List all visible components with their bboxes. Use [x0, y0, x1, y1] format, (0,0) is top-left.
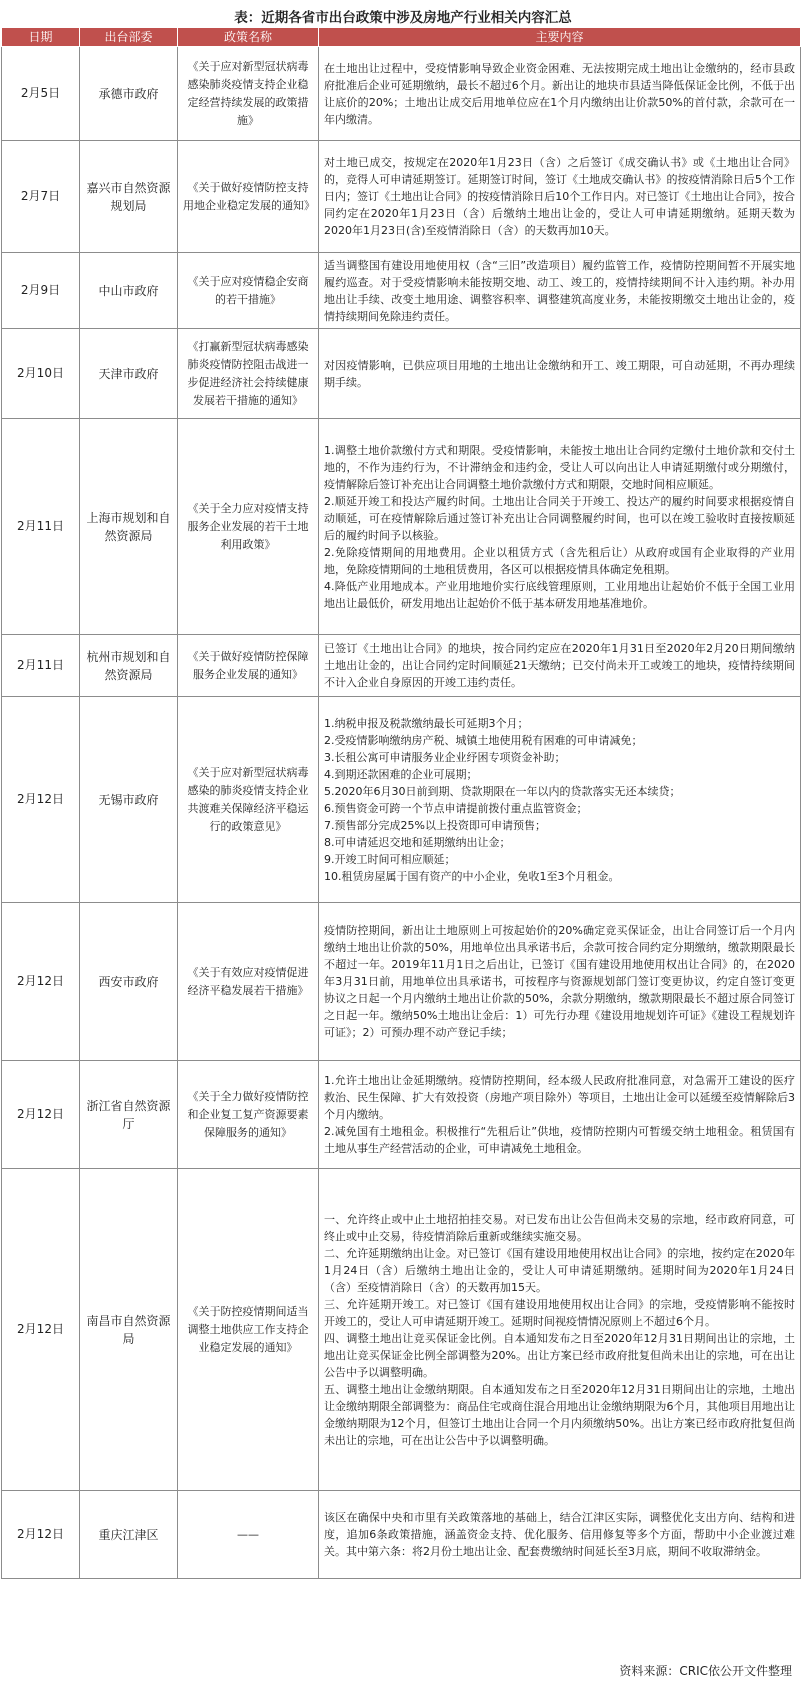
cell-policy-name: 《关于做好疫情防控保障服务企业发展的通知》 — [178, 635, 319, 697]
cell-dept: 天津市政府 — [80, 329, 178, 419]
content-line: 8.可申请延迟交地和延期缴纳出让金； — [324, 835, 511, 849]
content-line: 五、调整土地出让金缴纳期限。自本通知发布之日至2020年12月31日期间出让的宗地，土地出让金缴纳期限全部调整为：商品住宅或商住混合用地出让金缴纳期限为6个月，其他项目用地出让金缴纳期限为12个月，但签订土地出让合同一个月内须缴纳50%。出让方案已经市政府批复但尚未出让的宗地，可在出让公告中予以调整明确。 — [324, 1382, 795, 1447]
cell-dept: 嘉兴市自然资源规划局 — [80, 141, 178, 253]
cell-dept: 上海市规划和自然资源局 — [80, 419, 178, 635]
content-line: 已签订《土地出让合同》的地块，按合同约定应在2020年1月31日至2020年2月20日期间缴纳土地出让金的，出让合同约定时间顺延21天缴纳；已交付尚未开工或竣工的地块，疫情持续期间不计入企业自身原因的开竣工违约责任。 — [324, 642, 795, 689]
content-line: 2.减免国有土地租金。积极推行“先租后让”供地，疫情防控期内可暂缓交纳土地租金。租赁国有土地从事生产经营活动的企业，可申请减免土地租金。 — [324, 1125, 795, 1155]
cell-date: 2月12日 — [2, 1169, 80, 1491]
cell-date: 2月12日 — [2, 697, 80, 903]
content-line: 6.预售资金可跨一个节点申请提前拨付重点监管资金； — [324, 801, 588, 815]
content-line: 2.受疫情影响缴纳房产税、城镇土地使用税有困难的可申请减免； — [324, 733, 643, 747]
cell-dept: 西安市政府 — [80, 903, 178, 1061]
content-line: 对土地已成交，按规定在2020年1月23日（含）之后签订《成交确认书》或《土地出让合同》的，竞得人可申请延期签订。延期签订时间，签订《土地成交确认书》的按疫情消除日后5个工作日内；签订《土地出让合同》的按疫情消除日后10个工作日内。对已签订《土地出让合同》，按合同约定在2020年1月23日（含）后缴纳土地出让金的，受让人可申请延期缴纳。延期天数为2020年1月23日(含)至疫情消除日（含）的天数再加10天。 — [324, 156, 795, 237]
cell-date: 2月12日 — [2, 1061, 80, 1169]
cell-policy-name: 《关于应对疫情稳企安商的若干措施》 — [178, 253, 319, 329]
cell-policy-name: 《打赢新型冠状病毒感染肺炎疫情防控阻击战进一步促进经济社会持续健康发展若干措施的通知》 — [178, 329, 319, 419]
content-line: 1.允许土地出让金延期缴纳。疫情防控期间，经本级人民政府批准同意，对急需开工建设的医疗救治、民生保障、扩大有效投资（房地产项目除外）等项目，土地出让金可以延缓至疫情解除后3个月内缴纳。 — [324, 1074, 795, 1121]
cell-content — [319, 419, 801, 635]
cell-content — [319, 635, 801, 697]
table-row — [2, 1061, 801, 1169]
content-line: 9.开竣工时间可相应顺延； — [324, 852, 456, 866]
cell-date: 2月7日 — [2, 141, 80, 253]
content-line: 4.降低产业用地成本。产业用地地价实行底线管理原则，工业用地出让起始价不低于全国工业用地出让最低价，研发用地出让起始价不低于基本研发用地基准地价。 — [324, 579, 795, 610]
table-title: 表：近期各省市出台政策中涉及房地产行业相关内容汇总 — [234, 10, 572, 26]
header-policy-name: 政策名称 — [178, 28, 319, 47]
cell-content — [319, 1061, 801, 1169]
cell-date: 2月9日 — [2, 253, 80, 329]
content-line: 1.调整土地价款缴付方式和期限。受疫情影响，未能按土地出让合同约定缴付土地价款和交付土地的，不作为违约行为，不计滞纳金和违约金，受让人可以向出让人申请延期缴付或分期缴付，疫情解除后签订补充出让合同调整土地价款缴付方式和期限，交地时间相应顺延。 — [324, 443, 795, 491]
cell-content — [319, 697, 801, 903]
cell-date: 2月12日 — [2, 1491, 80, 1579]
content-line: 该区在确保中央和市里有关政策落地的基础上，结合江津区实际，调整优化支出方向、结构和进度，追加6条政策措施，涵盖资金支持、优化服务、信用修复等多个方面，帮助中小企业渡过难关。其中第六条：将2月份土地出让金、配套费缴纳时间延长至3月底，期间不收取滞纳金。 — [324, 1511, 795, 1558]
cell-date: 2月12日 — [2, 903, 80, 1061]
content-line: 3.长租公寓可申请服务业企业纾困专项资金补助； — [324, 750, 566, 764]
content-line: 在土地出让过程中，受疫情影响导致企业资金困难、无法按期完成土地出让金缴纳的，经市县政府批准后企业可延期缴纳，最长不超过6个月。新出让的地块市县适当降低保证金比例，不低于出让底价的20%；土地出让成交后用地单位应在1个月内缴纳出让价款50%的首付款，余款可在一年内缴清。 — [324, 61, 795, 126]
content-line: 三、允许延期开竣工。对已签订《国有建设用地使用权出让合同》的宗地，受疫情影响不能按时开竣工的，受让人可申请延期开竣工。延期时间视疫情情况原则上不超过6个月。 — [324, 1297, 795, 1328]
cell-date: 2月10日 — [2, 329, 80, 419]
content-line: 7.预售部分完成25%以上投资即可申请预售； — [324, 818, 546, 832]
cell-content — [319, 1169, 801, 1491]
source-note: 资料来源：CRIC依公开文件整理 — [619, 1664, 792, 1678]
cell-content — [319, 141, 801, 253]
cell-content — [319, 47, 801, 141]
content-line: 疫情防控期间，新出让土地原则上可按起始价的20%确定竞买保证金，出让合同签订后一个月内缴纳土地出让价款的50%，用地单位出具承诺书后，余款可按合同约定分期缴纳，缴款期限最长不超过一年。2019年11月1日之后出让，已签订《国有建设用地使用权出让合同》的，在2020年3月31日前，用地单位出具承诺书，可按程序与资源规划部门签订变更协议，约定自签订变更协议之日起一个月内缴纳土地出让价款的50%，余款分期缴纳，缴款期限最长不超过原合同签订之日起一年。缴纳50%土地出让金后：1）可先行办理《建设用地规划许可证》《建设工程规划许可证》；2）可预办理不动产登记手续； — [324, 924, 795, 1039]
content-line: 2.顺延开竣工和投达产履约时间。土地出让合同关于开竣工、投达产的履约时间要求根据疫情自动顺延，可在疫情解除后通过签订补充出让合同调整履约时间，也可以在竣工验收时直接按顺延后的履约时间予以核验。 — [324, 494, 795, 542]
cell-dept: 承德市政府 — [80, 47, 178, 141]
table-row — [2, 903, 801, 1061]
cell-content — [319, 329, 801, 419]
policy-table — [1, 27, 801, 1579]
cell-policy-name: 《关于全力应对疫情支持服务企业发展的若干土地利用政策》 — [178, 419, 319, 635]
cell-date: 2月11日 — [2, 635, 80, 697]
content-line: 对因疫情影响，已供应项目用地的土地出让金缴纳和开工、竣工期限，可自动延期，不再办理续期手续。 — [324, 358, 795, 389]
cell-policy-name: 《关于有效应对疫情促进经济平稳发展若干措施》 — [178, 903, 319, 1061]
content-line: 1.纳税申报及税款缴纳最长可延期3个月； — [324, 716, 529, 730]
cell-content — [319, 1491, 801, 1579]
cell-policy-name: 《关于防控疫情期间适当调整土地供应工作支持企业稳定发展的通知》 — [178, 1169, 319, 1491]
header-date: 日期 — [2, 28, 80, 47]
cell-policy-name: 《关于应对新型冠状病毒感染肺炎疫情支持企业稳定经营持续发展的政策措施》 — [178, 47, 319, 141]
table-row — [2, 1491, 801, 1579]
header-main-content: 主要内容 — [319, 28, 801, 47]
cell-policy-name: —— — [178, 1491, 319, 1579]
content-line: 适当调整国有建设用地使用权（含“三旧”改造项目）履约监管工作，疫情防控期间暂不开展实地履约巡查。对于受疫情影响未能按期交地、动工、竣工的，疫情持续期间不计入违约期。补办用地出让手续、改变土地用途、调整容积率、调整建筑高度业务，未能按期缴交土地出让金的，疫情持续期间免除违约责任。 — [324, 258, 795, 323]
cell-date: 2月11日 — [2, 419, 80, 635]
table-row — [2, 253, 801, 329]
cell-policy-name: 《关于应对新型冠状病毒感染的肺炎疫情支持企业共渡难关保障经济平稳运行的政策意见》 — [178, 697, 319, 903]
cell-dept: 重庆江津区 — [80, 1491, 178, 1579]
cell-content — [319, 903, 801, 1061]
cell-dept: 南昌市自然资源局 — [80, 1169, 178, 1491]
cell-policy-name: 《关于做好疫情防控支持用地企业稳定发展的通知》 — [178, 141, 319, 253]
content-line: 10.租赁房屋属于国有资产的中小企业，免收1至3个月租金。 — [324, 869, 620, 883]
cell-date: 2月5日 — [2, 47, 80, 141]
cell-dept: 中山市政府 — [80, 253, 178, 329]
cell-policy-name: 《关于全力做好疫情防控和企业复工复产资源要素保障服务的通知》 — [178, 1061, 319, 1169]
content-line: 2.免除疫情期间的用地费用。企业以租赁方式（含先租后让）从政府或国有企业取得的产业用地，免除疫情期间的土地租赁费用，各区可以根据疫情具体确定免租期。 — [324, 545, 795, 576]
table-row — [2, 635, 801, 697]
cell-dept: 无锡市政府 — [80, 697, 178, 903]
table-row — [2, 697, 801, 903]
cell-content — [319, 253, 801, 329]
table-row — [2, 141, 801, 253]
content-line: 二、允许延期缴纳出让金。对已签订《国有建设用地使用权出让合同》的宗地，按约定在2020年1月24日（含）后缴纳土地出让金的，受让人可申请延期缴纳。延期时间为2020年1月24日（含）至疫情消除日（含）的天数再加15天。 — [324, 1246, 795, 1294]
table-row — [2, 47, 801, 141]
content-line: 四、调整土地出让竞买保证金比例。自本通知发布之日至2020年12月31日期间出让的宗地，土地出让竞买保证金比例全部调整为20%。出让方案已经市政府批复但尚未出让的宗地，可在出让公告中予以调整明确。 — [324, 1331, 795, 1379]
cell-dept: 杭州市规划和自然资源局 — [80, 635, 178, 697]
content-line: 5.2020年6月30日前到期、贷款期限在一年以内的贷款落实无还本续贷； — [324, 784, 681, 798]
cell-dept: 浙江省自然资源厅 — [80, 1061, 178, 1169]
content-line: 4.到期还款困难的企业可展期； — [324, 767, 478, 781]
table-row — [2, 329, 801, 419]
table-row — [2, 419, 801, 635]
table-row — [2, 1169, 801, 1491]
content-line: 一、允许终止或中止土地招拍挂交易。对已发布出让公告但尚未交易的宗地，经市政府同意，可终止或中止交易，待疫情消除后重新或继续实施交易。 — [324, 1212, 795, 1243]
table-header-row — [2, 28, 801, 47]
header-dept: 出台部委 — [80, 28, 178, 47]
